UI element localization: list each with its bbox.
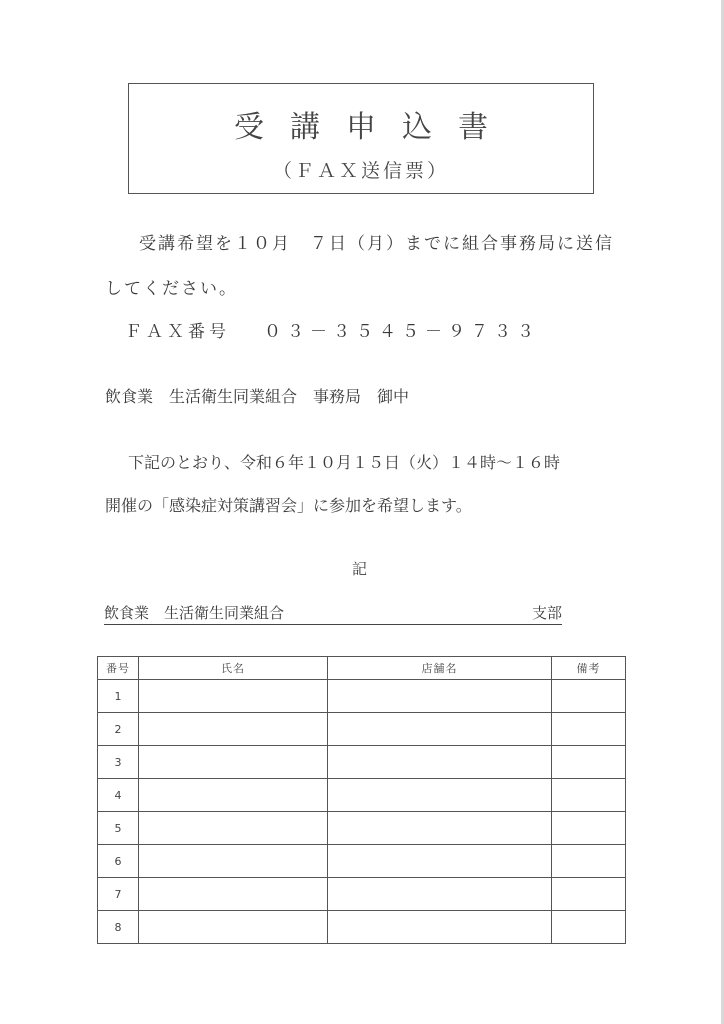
header-remarks: 備考 (552, 657, 626, 680)
name-cell[interactable] (139, 911, 328, 944)
remarks-cell[interactable] (552, 713, 626, 746)
shop-cell[interactable] (328, 812, 552, 845)
remarks-cell[interactable] (552, 746, 626, 779)
shop-cell[interactable] (328, 911, 552, 944)
header-shop-name: 店舗名 (328, 657, 552, 680)
name-cell[interactable] (139, 779, 328, 812)
row-number: 4 (98, 779, 139, 812)
shop-cell[interactable] (328, 845, 552, 878)
branch-line (104, 602, 562, 625)
shop-cell[interactable] (328, 779, 552, 812)
table-row (98, 713, 626, 746)
addressee: 飲食業 生活衛生同業組合 事務局 御中 (105, 387, 410, 406)
table-row (98, 845, 626, 878)
row-number: 7 (98, 878, 139, 911)
shop-cell[interactable] (328, 680, 552, 713)
remarks-cell[interactable] (552, 911, 626, 944)
fax-number: ０３－３５４５－９７３３ (264, 322, 540, 342)
participant-table (97, 656, 626, 944)
name-cell[interactable] (139, 878, 328, 911)
table-row (98, 878, 626, 911)
remarks-cell[interactable] (552, 845, 626, 878)
remarks-cell[interactable] (552, 812, 626, 845)
intro-line-1: 受講希望を１０月 ７日（月）までに組合事務局に送信 (120, 234, 614, 254)
form-subtitle: （ＦＡＸ送信票） (272, 160, 449, 182)
title-box (128, 83, 594, 194)
name-cell[interactable] (139, 680, 328, 713)
row-number: 1 (98, 680, 139, 713)
branch-suffix: 支部 (531, 604, 562, 622)
body-line-2: 開催の「感染症対策講習会」に参加を希望します。 (105, 496, 472, 515)
branch-org: 飲食業 生活衛生同業組合 (104, 604, 285, 622)
header-name: 氏名 (139, 657, 328, 680)
row-number: 8 (98, 911, 139, 944)
shop-cell[interactable] (328, 746, 552, 779)
shop-cell[interactable] (328, 713, 552, 746)
ki-heading: 記 (352, 560, 368, 578)
table-header-row (98, 657, 626, 680)
name-cell[interactable] (139, 713, 328, 746)
remarks-cell[interactable] (552, 779, 626, 812)
name-cell[interactable] (139, 812, 328, 845)
table-row (98, 911, 626, 944)
name-cell[interactable] (139, 845, 328, 878)
shop-cell[interactable] (328, 878, 552, 911)
row-number: 3 (98, 746, 139, 779)
intro-line-2: してください。 (105, 279, 238, 299)
row-number: 2 (98, 713, 139, 746)
header-number: 番号 (98, 657, 139, 680)
table-row (98, 746, 626, 779)
table-row (98, 812, 626, 845)
remarks-cell[interactable] (552, 878, 626, 911)
remarks-cell[interactable] (552, 680, 626, 713)
body-line-1: 下記のとおり、令和６年１０月１５日（火）１４時～１６時 (112, 453, 561, 472)
fax-label: ＦＡＸ番号 (125, 322, 230, 342)
table-row (98, 680, 626, 713)
row-number: 5 (98, 812, 139, 845)
table-row (98, 779, 626, 812)
row-number: 6 (98, 845, 139, 878)
name-cell[interactable] (139, 746, 328, 779)
fax-line (125, 317, 540, 342)
form-title: 受講申込書 (234, 110, 514, 145)
